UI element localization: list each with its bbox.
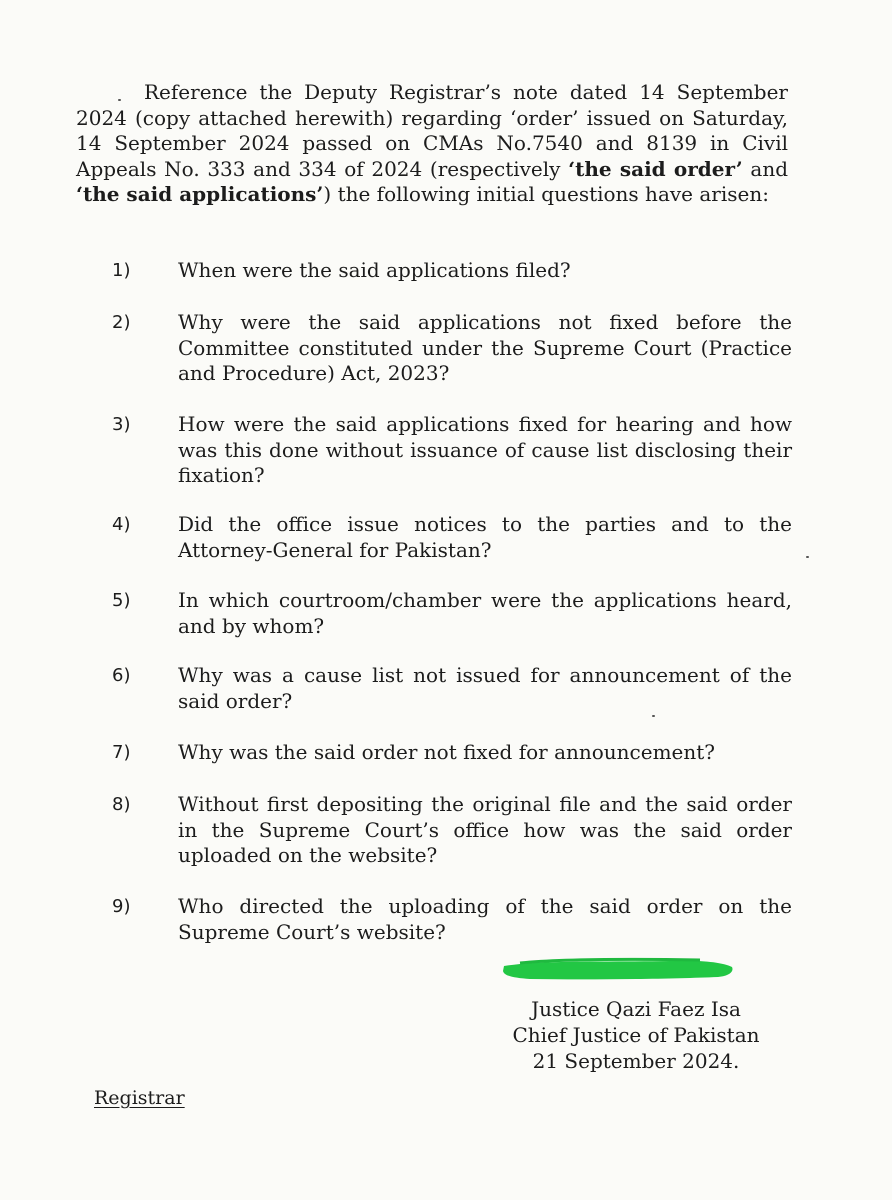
- question-number: 7): [112, 742, 131, 763]
- intro-text-3: ) the following initial questions have arisen:: [323, 182, 769, 206]
- question-number: 3): [112, 414, 131, 435]
- question-number: 6): [112, 665, 131, 686]
- intro-text-1: Reference the Deputy Registrar’s note dated 14 September 2024 (copy attached herewith) regarding ‘order’ issued on Saturday, 14 September 2024 passed on CMAs No.7540 and 8139 in Civil Appeals No. 333 and 334 of 2024 (respectively: [76, 80, 788, 181]
- scan-speck: [118, 99, 121, 101]
- scan-speck: [652, 715, 655, 717]
- signatory-name: Justice Qazi Faez Isa: [531, 997, 741, 1021]
- question-text: Did the office issue notices to the parties and to the Attorney-General for Pakistan?: [178, 512, 792, 562]
- intro-bold-said-applications: ‘the said applications’: [76, 182, 324, 206]
- question-number: 5): [112, 590, 131, 611]
- question-text: Without first depositing the original file and the said order in the Supreme Court’s office how was the said order uploaded on the website?: [178, 792, 792, 867]
- signatory-title: Chief Justice of Pakistan: [512, 1023, 760, 1047]
- intro-text-2: and: [742, 156, 788, 181]
- question-text: Why was the said order not fixed for announcement?: [178, 740, 716, 764]
- question-text: When were the said applications filed?: [178, 258, 571, 282]
- question-number: 2): [112, 312, 131, 333]
- intro-paragraph: [76, 80, 788, 208]
- question-text: In which courtroom/chamber were the applications heard, and by whom?: [178, 588, 792, 638]
- question-text: Why were the said applications not fixed before the Committee constituted under the Supreme Court (Practice and Procedure) Act, 2023?: [178, 310, 792, 385]
- question-number: 4): [112, 514, 131, 535]
- question-text: Why was a cause list not issued for announcement of the said order?: [178, 663, 792, 713]
- redacted-signature: [500, 954, 736, 984]
- question-number: 8): [112, 794, 131, 815]
- question-number: 1): [112, 260, 131, 281]
- signature-date: 21 September 2024.: [532, 1049, 740, 1073]
- question-text: How were the said applications fixed for hearing and how was this done without issuance of cause list disclosing their fixation?: [178, 412, 792, 487]
- scan-speck: [806, 556, 809, 558]
- question-number: 9): [112, 896, 131, 917]
- signature-block: [486, 996, 786, 1074]
- intro-bold-said-order: ‘the said order’: [568, 156, 743, 181]
- addressee: Registrar: [94, 1087, 185, 1109]
- question-text: Who directed the uploading of the said order on the Supreme Court’s website?: [178, 894, 792, 944]
